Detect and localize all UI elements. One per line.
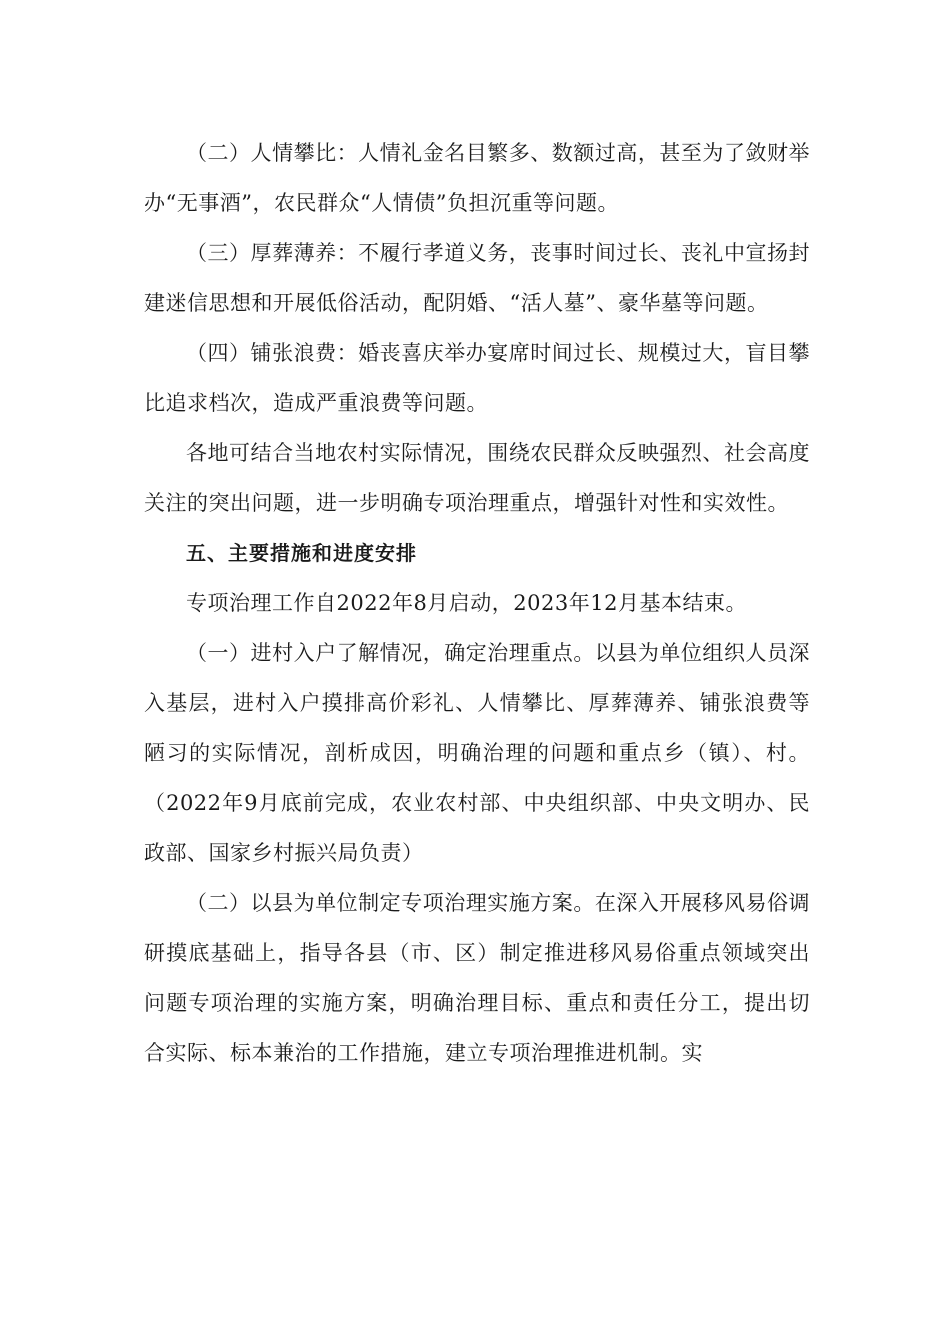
paragraph-renqing-panbi: （二）人情攀比：人情礼金名目繁多、数额过高，甚至为了敛财举办“无事酒”，农民群众“人情债”负担沉重等问题。 <box>144 141 810 215</box>
paragraph-houzang-boyang: （三）厚葬薄养：不履行孝道义务，丧事时间过长、丧礼中宣扬封建迷信思想和开展低俗活动，配阴婚、“活人墓”、豪华墓等问题。 <box>144 241 810 315</box>
paragraph-local-adaptation: 各地可结合当地农村实际情况，围绕农民群众反映强烈、社会高度关注的突出问题，进一步明确专项治理重点，增强针对性和实效性。 <box>144 441 810 515</box>
section-heading-measures: 五、主要措施和进度安排 <box>186 541 417 565</box>
paragraph-timeline: 专项治理工作自2022年8月启动，2023年12月基本结束。 <box>186 591 747 615</box>
paragraph-measure-1: （一）进村入户了解情况，确定治理重点。以县为单位组织人员深入基层，进村入户摸排高价彩礼、人情攀比、厚葬薄养、铺张浪费等陋习的实际情况，剖析成因，明确治理的问题和重点乡（镇）、村。（2022年9月底前完成，农业农村部、中央组织部、中央文明办、民政部、国家乡村振兴局负责） <box>144 641 810 865</box>
document-body <box>144 128 810 1078</box>
paragraph-puzhang-langfei: （四）铺张浪费：婚丧喜庆举办宴席时间过长、规模过大，盲目攀比追求档次，造成严重浪费等问题。 <box>144 341 810 415</box>
paragraph-measure-2: （二）以县为单位制定专项治理实施方案。在深入开展移风易俗调研摸底基础上，指导各县（市、区）制定推进移风易俗重点领域突出问题专项治理的实施方案，明确治理目标、重点和责任分工，提出切合实际、标本兼治的工作措施，建立专项治理推进机制。实 <box>144 891 810 1065</box>
